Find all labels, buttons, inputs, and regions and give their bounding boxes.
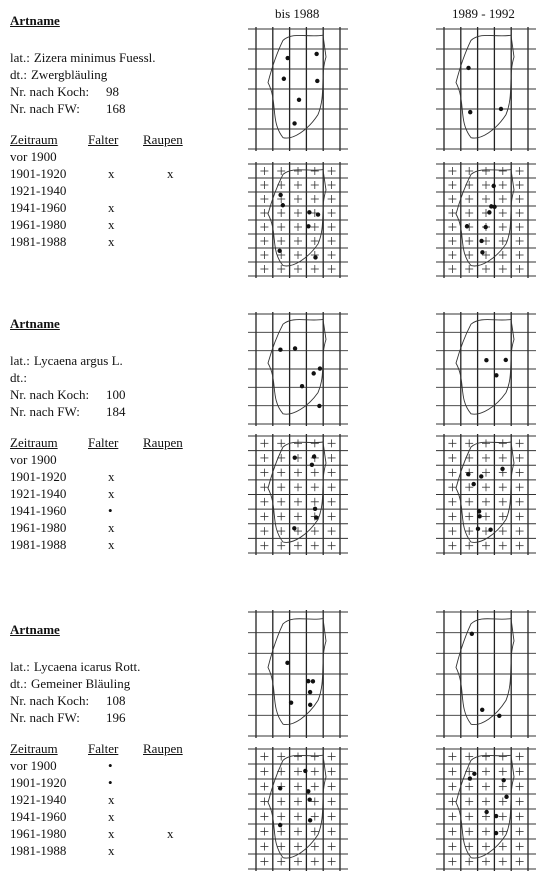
distribution-map-3-coarse-1989 — [436, 608, 536, 740]
record-dot — [308, 703, 312, 707]
latin-name-row: lat.: Zizera minimus Fuessl. — [10, 50, 156, 65]
fw-number-row — [10, 403, 230, 420]
row-raupen — [143, 485, 203, 502]
row-zeitraum: 1901-1920 — [10, 166, 67, 181]
header-zeitraum: Zeitraum — [10, 132, 58, 147]
row-raupen — [143, 148, 203, 165]
row-falter: x — [108, 843, 115, 858]
row-raupen — [143, 808, 203, 825]
region-outline — [268, 170, 326, 266]
record-dot — [465, 224, 469, 228]
header-zeitraum: Zeitraum — [10, 741, 58, 756]
row-zeitraum: 1981-1988 — [10, 843, 67, 858]
artname-heading: Artname — [10, 316, 60, 331]
record-dot — [310, 463, 314, 467]
distribution-map-1-coarse-1989 — [436, 25, 536, 153]
record-dot — [315, 79, 319, 83]
row-zeitraum: 1981-1988 — [10, 234, 67, 249]
record-dot — [468, 110, 472, 114]
row-raupen — [143, 791, 203, 808]
record-dot — [480, 250, 484, 254]
row-zeitraum: 1961-1980 — [10, 520, 67, 535]
row-zeitraum: vor 1900 — [10, 452, 57, 467]
row-falter — [88, 182, 143, 199]
record-dot — [472, 772, 476, 776]
record-dot — [494, 373, 498, 377]
record-dot — [479, 239, 483, 243]
distribution-map-1-fine-1989 — [436, 160, 536, 280]
row-zeitraum: 1921-1940 — [10, 486, 67, 501]
row-falter: x — [108, 166, 115, 181]
record-dot — [293, 455, 297, 459]
table-row — [10, 791, 230, 808]
region-outline — [268, 319, 326, 414]
distribution-map-3-fine-bis1988 — [248, 745, 348, 873]
row-falter — [88, 148, 143, 165]
records-table — [10, 131, 230, 250]
record-dot — [278, 823, 282, 827]
table-row — [10, 148, 230, 165]
record-dot — [282, 77, 286, 81]
row-zeitraum: 1901-1920 — [10, 469, 67, 484]
row-falter: x — [108, 217, 115, 232]
distribution-map-2-coarse-bis1988 — [248, 310, 348, 428]
record-dot — [285, 56, 289, 60]
record-dot — [293, 346, 297, 350]
german-name: Zwergbläuling — [30, 67, 108, 82]
header-falter: Falter — [88, 435, 119, 450]
region-outline — [268, 619, 326, 725]
column-heading-1989-1992: 1989 - 1992 — [452, 6, 515, 21]
latin-name: Zizera minimus Fuessl. — [33, 50, 156, 65]
koch-label: Nr. nach Koch: — [10, 84, 90, 99]
row-zeitraum: 1941-1960 — [10, 503, 67, 518]
distribution-map-3-fine-1989 — [436, 745, 536, 873]
header-falter: Falter — [88, 132, 119, 147]
record-dot — [501, 778, 505, 782]
record-dot — [311, 679, 315, 683]
table-row — [10, 842, 230, 859]
koch-number: 100 — [106, 387, 126, 402]
record-dot — [278, 786, 282, 790]
german-name-row: dt.: — [10, 370, 27, 385]
koch-number-row — [10, 386, 230, 403]
record-dot — [317, 404, 321, 408]
records-table-header — [10, 740, 230, 757]
record-dot — [480, 708, 484, 712]
row-falter: • — [108, 775, 113, 790]
record-dot — [277, 249, 281, 253]
record-dot — [313, 255, 317, 259]
latin-name-row: lat.: Lycaena argus L. — [10, 353, 123, 368]
row-raupen — [143, 216, 203, 233]
row-falter: x — [108, 469, 115, 484]
koch-label: Nr. nach Koch: — [10, 387, 90, 402]
record-dot — [466, 66, 470, 70]
species-section-1 — [10, 12, 230, 250]
row-raupen — [143, 468, 203, 485]
record-dot — [484, 358, 488, 362]
row-zeitraum: vor 1900 — [10, 149, 57, 164]
header-falter: Falter — [88, 741, 119, 756]
table-row — [10, 536, 230, 553]
koch-label: Nr. nach Koch: — [10, 693, 90, 708]
row-zeitraum: 1941-1960 — [10, 200, 67, 215]
record-dot — [300, 384, 304, 388]
record-dot — [311, 371, 315, 375]
record-dot — [308, 690, 312, 694]
row-raupen — [143, 757, 203, 774]
record-dot — [470, 632, 474, 636]
distribution-map-1-coarse-bis1988 — [248, 25, 348, 153]
record-dot — [497, 714, 501, 718]
record-dot — [504, 795, 508, 799]
koch-number-row — [10, 692, 230, 709]
distribution-map-3-coarse-bis1988 — [248, 608, 348, 740]
column-heading-bis-1988: bis 1988 — [275, 6, 320, 21]
record-dot — [316, 212, 320, 216]
record-dot — [491, 184, 495, 188]
latin-name-row: lat.: Lycaena icarus Rott. — [10, 659, 141, 674]
region-outline — [456, 442, 514, 542]
row-falter: x — [108, 234, 115, 249]
row-zeitraum: 1921-1940 — [10, 183, 67, 198]
koch-number: 108 — [106, 693, 126, 708]
fw-label: Nr. nach FW: — [10, 404, 80, 419]
record-dot — [318, 366, 322, 370]
german-name-row: dt.: Gemeiner Bläuling — [10, 676, 131, 691]
latin-name: Lycaena icarus Rott. — [33, 659, 141, 674]
row-falter: x — [108, 792, 115, 807]
row-falter: x — [108, 809, 115, 824]
row-falter: • — [108, 503, 113, 518]
fw-label: Nr. nach FW: — [10, 710, 80, 725]
row-zeitraum: 1961-1980 — [10, 217, 67, 232]
region-outline — [456, 170, 514, 266]
fw-label: Nr. nach FW: — [10, 101, 80, 116]
record-dot — [297, 98, 301, 102]
record-dot — [278, 193, 282, 197]
artname-heading: Artname — [10, 13, 60, 28]
fw-number: 168 — [106, 101, 126, 116]
record-dot — [471, 482, 475, 486]
region-outline — [268, 755, 326, 858]
record-dot — [314, 52, 318, 56]
table-row — [10, 165, 230, 182]
distribution-map-2-fine-1989 — [436, 432, 536, 557]
table-row — [10, 519, 230, 536]
record-dot — [278, 347, 282, 351]
record-dot — [307, 797, 311, 801]
records-table — [10, 434, 230, 553]
record-dot — [483, 225, 487, 229]
record-dot — [494, 831, 498, 835]
row-zeitraum: 1961-1980 — [10, 826, 67, 841]
record-dot — [499, 107, 503, 111]
row-raupen — [143, 502, 203, 519]
distribution-map-1-fine-bis1988 — [248, 160, 348, 280]
region-outline — [456, 619, 514, 725]
row-zeitraum: 1941-1960 — [10, 809, 67, 824]
table-row — [10, 502, 230, 519]
record-dot — [484, 810, 488, 814]
koch-number-row — [10, 83, 230, 100]
row-zeitraum: 1921-1940 — [10, 792, 67, 807]
german-name: Gemeiner Bläuling — [30, 676, 131, 691]
row-raupen — [143, 199, 203, 216]
record-dot — [500, 467, 504, 471]
record-dot — [289, 700, 293, 704]
fw-number: 184 — [106, 404, 126, 419]
record-dot — [488, 528, 492, 532]
record-dot — [477, 514, 481, 518]
latin-name: Lycaena argus L. — [33, 353, 123, 368]
table-row — [10, 468, 230, 485]
row-raupen: x — [167, 166, 174, 181]
row-raupen — [143, 842, 203, 859]
table-row — [10, 485, 230, 502]
record-dot — [281, 203, 285, 207]
record-dot — [466, 472, 470, 476]
record-dot — [307, 210, 311, 214]
record-dot — [285, 661, 289, 665]
region-outline — [268, 35, 326, 138]
german-name-row: dt.: Zwergbläuling — [10, 67, 108, 82]
row-raupen — [143, 451, 203, 468]
table-row — [10, 233, 230, 250]
record-dot — [477, 509, 481, 513]
header-raupen: Raupen — [143, 741, 183, 756]
record-dot — [292, 121, 296, 125]
record-dot — [308, 818, 312, 822]
header-zeitraum: Zeitraum — [10, 435, 58, 450]
fw-number-row — [10, 100, 230, 117]
row-falter: x — [108, 537, 115, 552]
row-raupen — [143, 536, 203, 553]
table-row — [10, 774, 230, 791]
table-row — [10, 757, 230, 774]
species-section-3 — [10, 621, 230, 859]
table-row — [10, 216, 230, 233]
row-falter — [88, 451, 143, 468]
record-dot — [313, 507, 317, 511]
row-falter: x — [108, 520, 115, 535]
row-falter: • — [108, 758, 113, 773]
row-falter: x — [108, 486, 115, 501]
record-dot — [489, 204, 493, 208]
record-dot — [479, 474, 483, 478]
fw-number: 196 — [106, 710, 126, 725]
table-row — [10, 451, 230, 468]
artname-heading: Artname — [10, 622, 60, 637]
record-dot — [468, 776, 472, 780]
region-outline — [268, 442, 326, 542]
distribution-map-2-coarse-1989 — [436, 310, 536, 428]
record-dot — [487, 210, 491, 214]
row-falter: x — [108, 826, 115, 841]
row-raupen — [143, 519, 203, 536]
row-raupen — [143, 233, 203, 250]
record-dot — [476, 527, 480, 531]
row-zeitraum: 1901-1920 — [10, 775, 67, 790]
records-table-header — [10, 131, 230, 148]
record-dot — [494, 814, 498, 818]
record-dot — [292, 526, 296, 530]
row-raupen — [143, 774, 203, 791]
species-section-2 — [10, 315, 230, 553]
record-dot — [306, 224, 310, 228]
records-table-header — [10, 434, 230, 451]
table-row — [10, 808, 230, 825]
row-raupen: x — [167, 826, 174, 841]
record-dot — [312, 454, 316, 458]
row-zeitraum: vor 1900 — [10, 758, 57, 773]
records-table — [10, 740, 230, 859]
header-raupen: Raupen — [143, 132, 183, 147]
fw-number-row — [10, 709, 230, 726]
row-raupen — [143, 182, 203, 199]
distribution-map-2-fine-bis1988 — [248, 432, 348, 557]
row-zeitraum: 1981-1988 — [10, 537, 67, 552]
table-row — [10, 182, 230, 199]
table-row — [10, 825, 230, 842]
table-row — [10, 199, 230, 216]
row-falter: x — [108, 200, 115, 215]
record-dot — [504, 358, 508, 362]
header-raupen: Raupen — [143, 435, 183, 450]
record-dot — [314, 515, 318, 519]
region-outline — [456, 755, 514, 858]
record-dot — [306, 679, 310, 683]
region-outline — [456, 35, 514, 138]
region-outline — [456, 319, 514, 414]
record-dot — [303, 769, 307, 773]
record-dot — [306, 789, 310, 793]
koch-number: 98 — [106, 84, 119, 99]
